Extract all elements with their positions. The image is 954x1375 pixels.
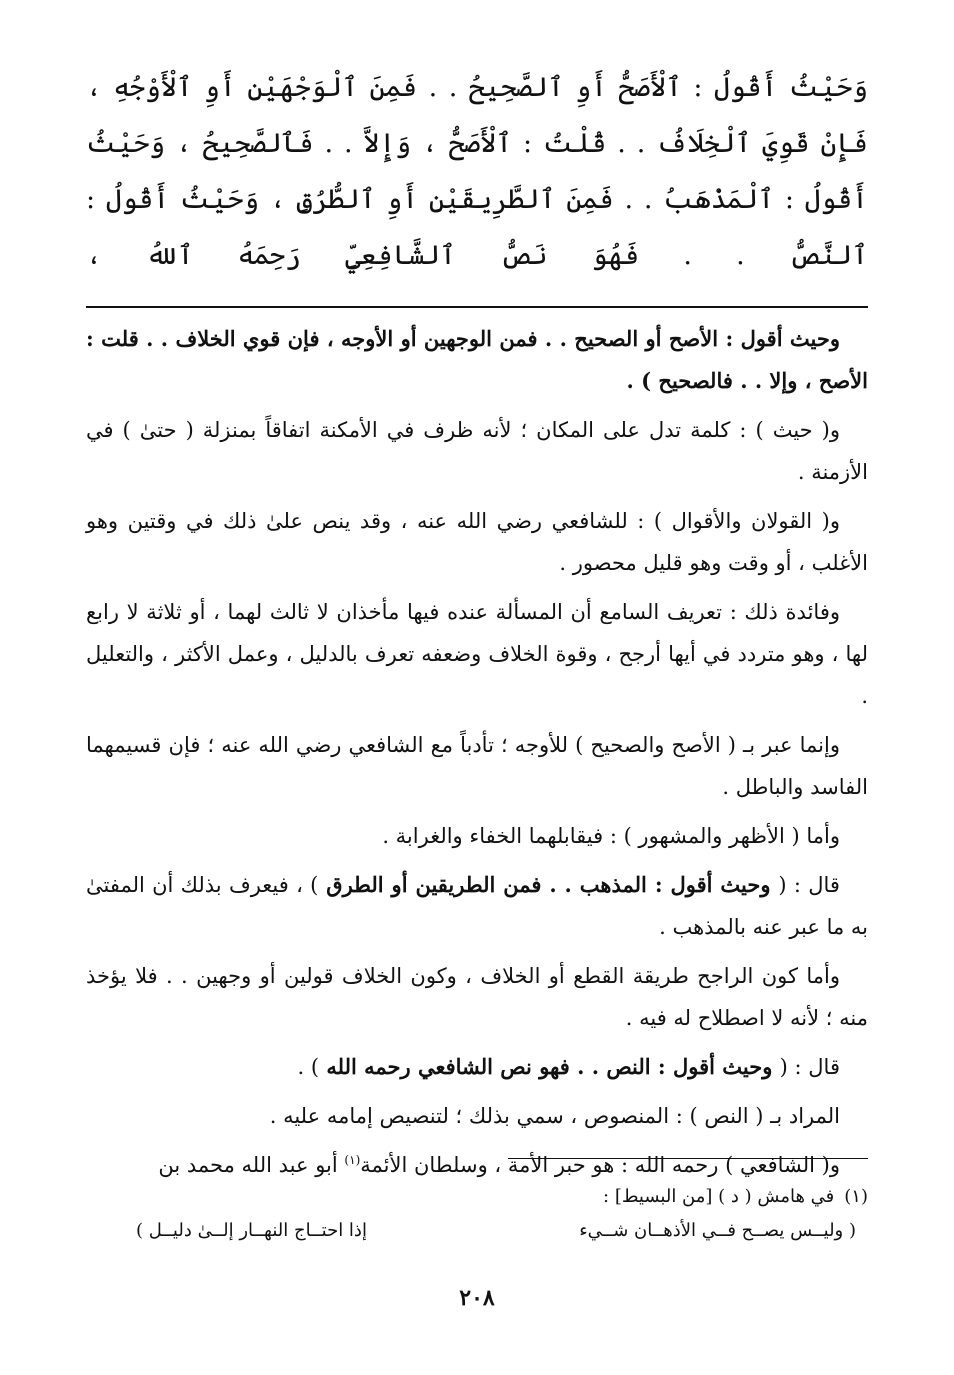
paragraph-text: و( الشافعي ) رحمه الله : هو حبر الأمة ، وسلطان الأئمة — [360, 1153, 840, 1177]
quoted-matn: وحيث أقول : النص . . فهو نص الشافعي رحمه الله — [319, 1054, 780, 1079]
page-body — [86, 60, 868, 1193]
footnote-marker: (١) — [344, 1153, 361, 1167]
footnote-number: (١) — [844, 1186, 868, 1207]
quote-rest: ) ، فيعرف بذلك أن المفتىٰ به ما عبر عنه بالمذهب . — [86, 873, 868, 939]
footnote-1 — [86, 1180, 868, 1214]
quote-rest: ) . — [297, 1055, 320, 1079]
page-number: ٢٠٨ — [459, 1285, 495, 1311]
quote-open: قال : ( — [779, 1055, 840, 1079]
commentary-paragraph-5: وإنما عبر بـ ( الأصح والصحيح ) للأوجه ؛ تأدباً مع الشافعي رضي الله عنه ؛ فإن قسيمهما الفاسد والباطل . — [86, 733, 868, 799]
commentary-paragraph-4: وفائدة ذلك : تعريف السامع أن المسألة عنده فيها مأخذان لا ثالث لهما ، أو ثلاثة لا رابع لها ، وهو متردد في أيها أرجح ، وقوة الخلاف وضعفه تعرف بالدليل ، وعمل الأكثر ، والتعليل . — [86, 600, 868, 708]
verse-second-hemistich: إذا احتــاج النهــار إلــىٰ دليــل ) — [136, 1220, 367, 1241]
verse-first-hemistich: ( وليــس يصــح فــي الأذهــان شــيء — [579, 1220, 856, 1241]
footnote-separator — [508, 1158, 868, 1159]
commentary — [86, 318, 868, 1186]
matn-text: وَحَيْثُ أَقُولُ : ٱلْأَصَحُّ أَوِ ٱلصَّحِيحُ . . فَمِنَ ٱلْوَجْهَيْنِ أَوِ ٱلْأَوْجُهِ ، فَإِنْ قَوِيَ ٱلْخِلَافُ . . قُلْتُ : ٱلْأَصَحُّ ، وَإِلاَّ . . فَٱلصَّحِيحُ ، وَحَيْثُ أَقُولُ : ٱلْمَذْهَبُ . . فَمِنَ ٱلطَّرِيقَيْنِ أَوِ ٱلطُّرُقِ ، وَحَيْثُ أَقُولُ : ٱلنَّصُّ . . فَهُوَ نَصُّ ٱلشَّافِعِيِّ رَحِمَهُ ٱللهُ ، — [86, 72, 868, 271]
commentary-paragraph-9 — [86, 1046, 868, 1088]
quoted-matn: وحيث أقول : المذهب . . فمن الطريقين أو الطرق — [318, 872, 779, 897]
footnotes — [86, 1180, 868, 1248]
footnote-intro: في هامش ( د ) [من البسيط] : — [603, 1186, 835, 1207]
commentary-paragraph-10: المراد بـ ( النص ) : المنصوص ، سمي بذلك ؛ لتنصيص إمامه عليه . — [269, 1104, 840, 1128]
commentary-paragraph-1: وحيث أقول : الأصح أو الصحيح . . فمن الوجهين أو الأوجه ، فإن قوي الخلاف . . قلت : الأصح ، وإلا . . فالصحيح ) . — [86, 326, 868, 393]
matn-separator — [86, 306, 868, 308]
paragraph-text-cont: أبو عبد الله محمد بن — [158, 1153, 345, 1177]
commentary-paragraph-2: و( حيث ) : كلمة تدل على المكان ؛ لأنه ظرف في الأمكنة اتفاقاً بمنزلة ( حتىٰ ) في الأزمنة . — [86, 418, 868, 484]
quote-open: قال : ( — [778, 873, 840, 897]
commentary-paragraph-7 — [86, 864, 868, 948]
footnote-verse — [86, 1214, 868, 1248]
commentary-paragraph-6: وأما ( الأظهر والمشهور ) : فيقابلهما الخفاء والغرابة . — [382, 824, 840, 848]
commentary-paragraph-8: وأما كون الراجح طريقة القطع أو الخلاف ، وكون الخلاف قولين أو وجهين . . فلا يؤخذ منه ؛ لأنه لا اصطلاح له فيه . — [86, 964, 868, 1030]
commentary-paragraph-3: و( القولان والأقوال ) : للشافعي رضي الله عنه ، وقد ينص علىٰ ذلك في وقتين وهو الأغلب ، أو وقت وهو قليل محصور . — [86, 509, 868, 575]
